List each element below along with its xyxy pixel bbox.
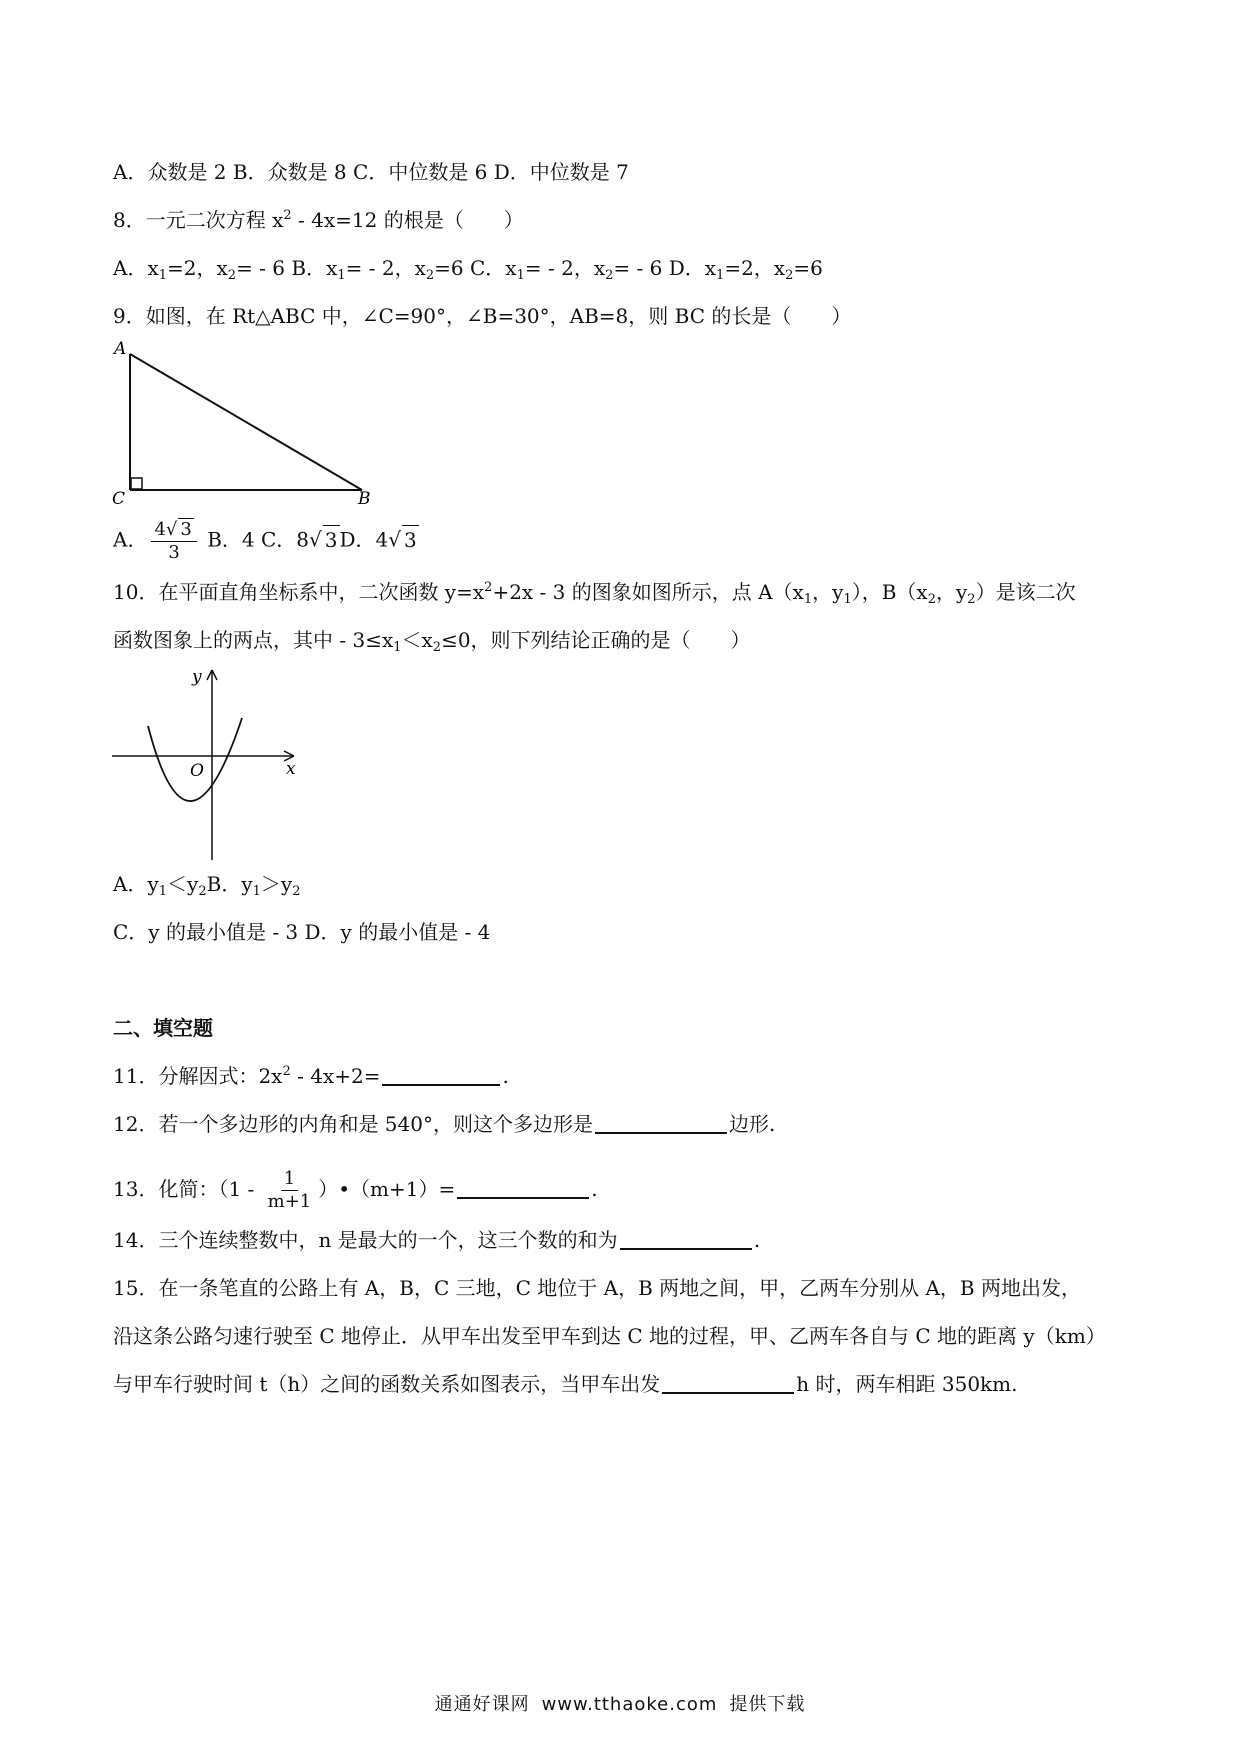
vertex-label-a: A <box>114 339 127 359</box>
q10-stem-line1: 10．在平面直角坐标系中，二次函数 $y=x^2+2x - 3$ 的图象如图所示，点 $A(x_1$，$y_1$），$B(x_2$，$y_2$）是该二次 <box>113 580 1076 607</box>
q15-line2: 沿这条公路匀速行驶至 C 地停止．从甲车出发至甲车到达 C 地的过程，甲、乙两车各自与 C 地的距离 y（km） <box>113 1324 1106 1348</box>
y-axis-label: y <box>192 667 202 687</box>
q15-line1: 15．在一条笔直的公路上有 A，B，C 三地，C 地位于 A，B 两地之间，甲，乙两车分别从 A，B 两地出发， <box>113 1276 1081 1300</box>
q9-options: A． $\frac{4√ 3}{3}$ B．4 C．8√ 3 D．4√ 3 <box>113 519 417 563</box>
vertex-label-c: C <box>112 489 126 508</box>
footer-suffix: 提供下载 <box>729 1694 806 1715</box>
q10-options-ab: A．$y_1<y_2B$．$y_1>y_2$ <box>113 872 301 899</box>
q13-answer-blank[interactable] <box>457 1177 589 1199</box>
parabola-curve <box>148 718 242 801</box>
q15-line3: 与甲车行驶时间 t（h）之间的函数关系如图表示，当甲车出发 h 时，两车相距 350km. <box>113 1372 1018 1396</box>
q7-options: A．众数是 2 B．众数是 8 C．中位数是 6 D．中位数是 7 <box>113 160 629 184</box>
vertex-label-b: B <box>358 489 371 508</box>
q10-options-cd: C．y 的最小值是 - 3 D．y 的最小值是 - 4 <box>113 920 491 944</box>
right-angle-marker <box>131 478 142 489</box>
q12-answer-blank[interactable] <box>595 1112 727 1134</box>
page-footer <box>0 1690 1240 1716</box>
q10-parabola-graph <box>108 662 308 862</box>
q9-option-a-fraction: $\frac{4√ 3}{3}$ <box>151 518 196 564</box>
q8-stem: 8．一元二次方程 $x^2 - 4x=12$ 的根是（ ） <box>113 208 524 232</box>
footer-site-name: 通通好课网 <box>434 1694 530 1715</box>
q11-answer-blank[interactable] <box>382 1064 500 1086</box>
q9-stem: 9．如图，在 Rt△ABC 中，∠C=90°，∠B=30°，AB=8，则 BC 的长是（ ） <box>113 304 852 328</box>
q11: 11．分解因式：$2x^2 - 4x+2=$ . <box>113 1064 509 1088</box>
triangle-side-ab <box>130 354 362 490</box>
q12: 12．若一个多边形的内角和是 540°，则这个多边形是 边形. <box>113 1112 776 1136</box>
section-heading-fill-in: 二、填空题 <box>113 1016 213 1040</box>
footer-url[interactable]: www.tthaoke.com <box>541 1694 718 1715</box>
q8-options: A．$x_1=2$，$x_2= - 6$ B．$x_1= - 2$，$x_2=6$ C．$x_1= - 2$，$x_2= - 6$ D．$x_1=2$，$x_2=6$ <box>113 256 823 283</box>
q13-fraction: $\frac{1}{m+1}$ <box>267 1168 312 1212</box>
q14: 14．三个连续整数中，n 是最大的一个，这三个数的和为 . <box>113 1228 761 1252</box>
q14-answer-blank[interactable] <box>620 1228 752 1250</box>
q15-answer-blank[interactable] <box>662 1372 794 1394</box>
q13: 13．化简：（1 - $\frac{1}{m+1}$ ）•（m+1）= . <box>113 1168 598 1212</box>
origin-label: O <box>190 761 204 781</box>
q10-stem-line2: 函数图象上的两点，其中 - $3\le x_1<x_2\le 0$，则下列结论正确的是（ ） <box>113 628 751 655</box>
x-axis-label: x <box>286 759 296 779</box>
q9-triangle-figure <box>112 338 382 508</box>
